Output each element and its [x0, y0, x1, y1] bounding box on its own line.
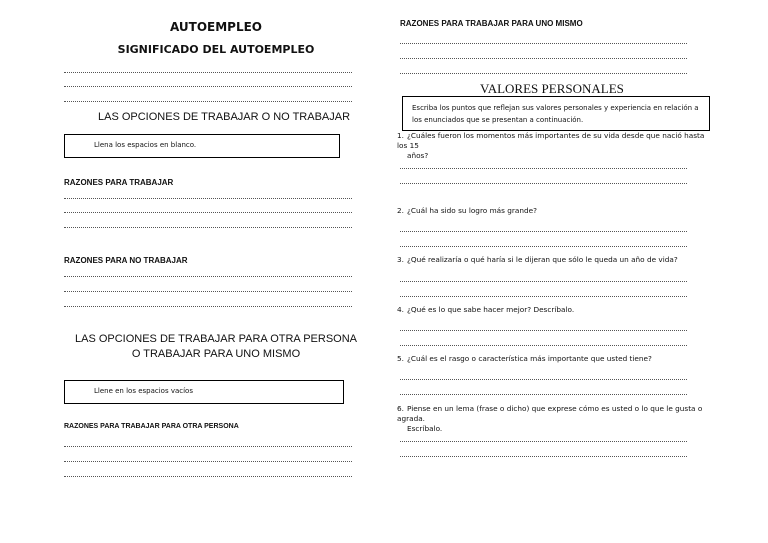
answer-line[interactable]	[64, 212, 352, 213]
question-text: ¿Cuál ha sido su logro más grande?	[407, 206, 537, 215]
question-text: ¿Cuál es el rasgo o característica más importante que usted tiene?	[407, 354, 652, 363]
valores-instruction-text: Escriba los puntos que reflejan sus valores personales y experiencia en relación a los enunciados que se presentan a continuación.	[412, 104, 699, 124]
answer-line[interactable]	[64, 86, 352, 87]
section-heading-line2: O TRABAJAR PARA UNO MISMO	[131, 348, 301, 360]
page-title: AUTOEMPLEO	[169, 20, 263, 34]
answer-line[interactable]	[64, 101, 352, 102]
answer-line[interactable]	[400, 379, 687, 380]
valores-title: VALORES PERSONALES	[480, 81, 624, 96]
answer-line[interactable]	[400, 231, 687, 232]
answer-line[interactable]	[64, 227, 352, 228]
answer-line[interactable]	[400, 58, 687, 59]
answer-line[interactable]	[400, 43, 687, 44]
question-number: 3.	[397, 255, 404, 264]
answer-line[interactable]	[400, 183, 687, 184]
answer-line[interactable]	[400, 441, 687, 442]
answer-line[interactable]	[400, 246, 687, 247]
instruction-box	[64, 134, 340, 158]
instruction-text: Llena los espacios en blanco.	[94, 141, 197, 149]
answer-line[interactable]	[64, 476, 352, 477]
question-text: ¿Qué es lo que sabe hacer mejor? Descríbalo.	[407, 305, 575, 314]
question-number: 4.	[397, 305, 404, 314]
answer-line[interactable]	[64, 306, 352, 307]
answer-line[interactable]	[400, 168, 687, 169]
answer-line[interactable]	[64, 291, 352, 292]
instruction-text: Llene en los espacios vacíos	[94, 387, 193, 395]
subtitle: SIGNIFICADO DEL AUTOEMPLEO	[117, 43, 315, 56]
answer-line[interactable]	[400, 296, 687, 297]
question-6	[397, 404, 717, 434]
question-2	[397, 206, 707, 216]
answer-line[interactable]	[64, 446, 352, 447]
section-heading: LAS OPCIONES DE TRABAJAR O NO TRABAJAR	[98, 111, 351, 123]
section-heading	[64, 332, 368, 362]
answer-line[interactable]	[400, 394, 687, 395]
question-3	[397, 255, 707, 265]
label-razones-trabajar: RAZONES PARA TRABAJAR	[64, 178, 174, 187]
question-4	[397, 305, 707, 315]
question-text: ¿Qué realizaría o qué haría si le dijeran que sólo le queda un año de vida?	[407, 255, 678, 264]
answer-line[interactable]	[64, 198, 352, 199]
answer-line[interactable]	[400, 73, 687, 74]
question-number: 2.	[397, 206, 404, 215]
label-razones-uno-mismo: RAZONES PARA TRABAJAR PARA UNO MISMO	[400, 19, 583, 28]
answer-line[interactable]	[400, 456, 687, 457]
answer-line[interactable]	[64, 72, 352, 73]
section-heading-line1: LAS OPCIONES DE TRABAJAR PARA OTRA PERSONA	[74, 333, 357, 345]
question-text-cont: años?	[407, 151, 429, 160]
question-number: 6.	[397, 404, 404, 413]
question-text-cont: Escríbalo.	[407, 424, 443, 433]
answer-line[interactable]	[400, 345, 687, 346]
answer-line[interactable]	[400, 281, 687, 282]
label-razones-no-trabajar: RAZONES PARA NO TRABAJAR	[64, 256, 188, 265]
label-razones-otra-persona: RAZONES PARA TRABAJAR PARA OTRA PERSONA	[64, 423, 239, 430]
question-text: Piense en un lema (frase o dicho) que exprese cómo es usted o lo que le gusta o agrada.	[397, 404, 703, 423]
answer-line[interactable]	[64, 461, 352, 462]
question-text: ¿Cuáles fueron los momentos más importantes de su vida desde que nació hasta los 15	[397, 131, 705, 150]
question-number: 5.	[397, 354, 404, 363]
question-1	[397, 131, 707, 161]
answer-line[interactable]	[400, 330, 687, 331]
valores-instruction-box	[402, 96, 710, 131]
instruction-box	[64, 380, 344, 404]
question-5	[397, 354, 707, 364]
answer-line[interactable]	[64, 276, 352, 277]
question-number: 1.	[397, 131, 404, 140]
